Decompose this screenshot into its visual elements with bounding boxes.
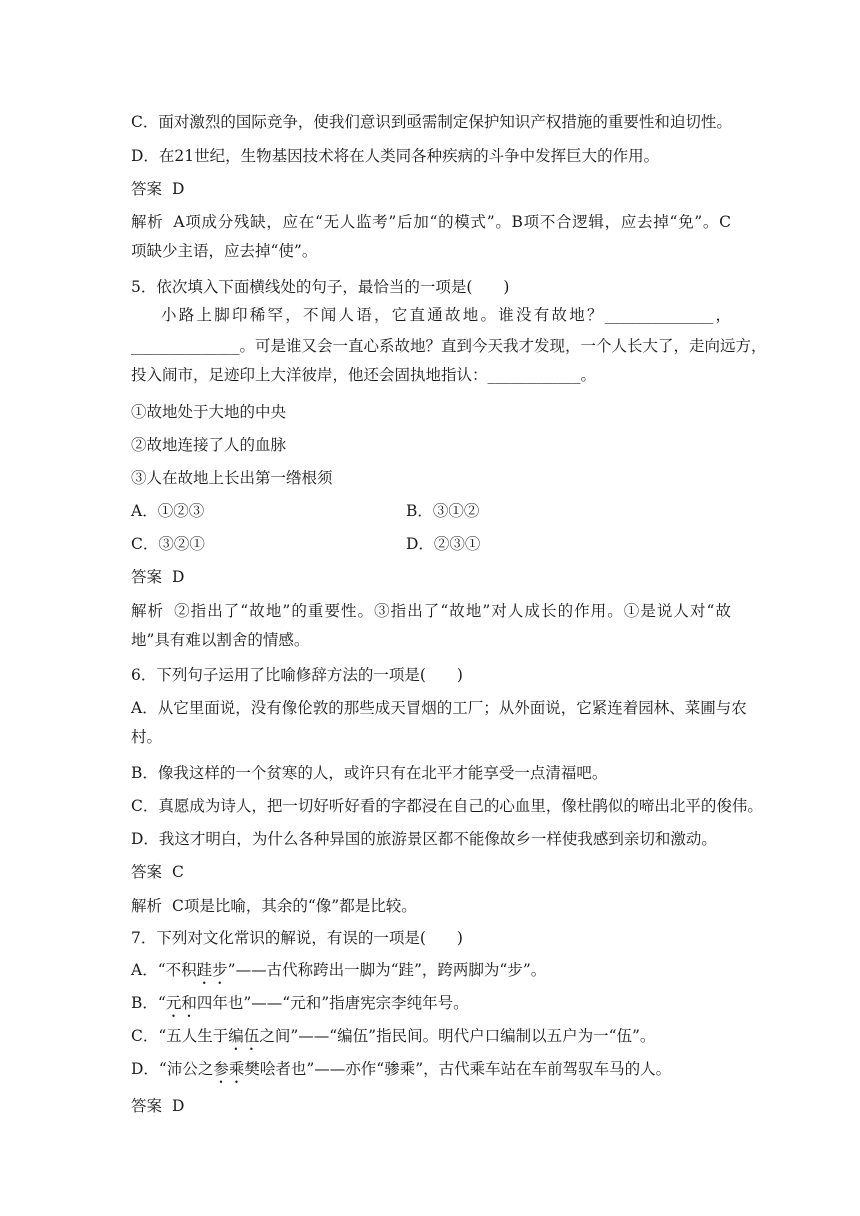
q5-item-2: ②故地连接了人的血脉 bbox=[131, 436, 287, 454]
option-text: C．“五人生于 bbox=[131, 1027, 229, 1045]
q5-analysis-line-1 bbox=[131, 600, 731, 622]
q4-analysis-line-1 bbox=[131, 211, 731, 233]
answer-value: C bbox=[172, 863, 184, 881]
q6-analysis bbox=[131, 895, 731, 917]
q5-option-c: C．③②① bbox=[131, 535, 205, 553]
q6-option-a-line-1: A．从它里面说，没有像伦敦的那些成天冒烟的工厂；从外面说，它紧连着园林、菜圃与农 bbox=[131, 699, 747, 717]
option-text: B．“ bbox=[131, 994, 166, 1012]
answer-value: D bbox=[172, 568, 185, 586]
q4-option-c: C．面对激烈的国际竞争，使我们意识到亟需制定保护知识产权措施的重要性和迫切性。 bbox=[131, 113, 732, 131]
q6-option-c: C．真愿成为诗人，把一切好听好看的字都浸在自己的心血里，像杜鹃似的啼出北平的俊伟。 bbox=[131, 797, 763, 815]
emphasized-term: 跬步 bbox=[196, 961, 228, 979]
analysis-label: 解析 bbox=[131, 213, 164, 231]
q6-answer bbox=[131, 861, 731, 883]
q7-option-b bbox=[131, 992, 731, 1021]
emphasized-term: 元和 bbox=[165, 994, 197, 1012]
q5-passage-line-2: ______________。可是谁又会一直心系故地？直到今天我才发现，一个人长大了，走向远方， bbox=[131, 337, 767, 355]
q4-answer bbox=[131, 178, 731, 200]
q5-option-d: D．②③① bbox=[406, 535, 481, 553]
q7-option-a bbox=[131, 959, 731, 988]
q7-option-d bbox=[131, 1058, 731, 1087]
q4-analysis-line-2: 项缺少主语，应去掉“使”。 bbox=[131, 242, 318, 260]
emphasized-term: 参乘 bbox=[213, 1060, 245, 1078]
q5-option-a: A．①②③ bbox=[131, 502, 205, 520]
option-text: 之间”——“编伍”指民间。明代户口编制以五户为一“伍”。 bbox=[259, 1027, 656, 1045]
q5-item-1: ①故地处于大地的中央 bbox=[131, 403, 287, 421]
q6-option-d: D．我这才明白，为什么各种异国的旅游景区都不能像故乡一样使我感到亲切和激动。 bbox=[131, 830, 717, 848]
q5-analysis-line-2: 地”具有难以割舍的情感。 bbox=[131, 631, 310, 649]
q5-stem: 5．依次填入下面横线处的句子，最恰当的一项是( ) bbox=[131, 278, 510, 296]
option-text: A．“不积 bbox=[131, 961, 197, 979]
q4-option-d: D．在21世纪，生物基因技术将在人类同各种疾病的斗争中发挥巨大的作用。 bbox=[131, 147, 660, 165]
emphasized-term: 编伍 bbox=[228, 1027, 260, 1045]
option-text: D．“沛公之 bbox=[131, 1060, 214, 1078]
analysis-label: 解析 bbox=[131, 602, 165, 620]
option-text: 樊哙者也”——亦作“骖乘”，古代乘车站在车前驾驭车马的人。 bbox=[244, 1060, 672, 1078]
q6-stem: 6．下列句子运用了比喻修辞方法的一项是( ) bbox=[131, 666, 463, 684]
answer-label: 答案 bbox=[131, 863, 163, 881]
q5-answer bbox=[131, 566, 731, 588]
analysis-text: A项成分残缺，应在“无人监考”后加“的模式”。B项不合逻辑，应去掉“免”。C bbox=[173, 213, 731, 231]
q7-answer bbox=[131, 1095, 731, 1117]
q5-passage-line-1: 小路上脚印稀罕，不闻人语，它直通故地。谁没有故地？______________， bbox=[161, 306, 731, 324]
answer-label: 答案 bbox=[131, 180, 163, 198]
answer-label: 答案 bbox=[131, 568, 163, 586]
answer-value: D bbox=[172, 1097, 185, 1115]
q7-stem: 7．下列对文化常识的解说，有误的一项是( ) bbox=[131, 929, 463, 947]
answer-value: D bbox=[172, 180, 185, 198]
analysis-label: 解析 bbox=[131, 897, 163, 915]
q5-item-3: ③人在故地上长出第一绺根须 bbox=[131, 469, 333, 487]
q6-option-b: B．像我这样的一个贫寒的人，或许只有在北平才能享受一点清福吧。 bbox=[131, 764, 608, 782]
analysis-text: ②指出了“故地”的重要性。③指出了“故地”对人成长的作用。①是说人对“故 bbox=[174, 602, 731, 620]
q5-passage-line-3: 投入闹市，足迹印上大洋彼岸，他还会固执地指认：____________。 bbox=[131, 366, 597, 384]
q7-option-c bbox=[131, 1025, 731, 1054]
option-text: ”——古代称跨出一脚为“跬”，跨两脚为“步”。 bbox=[227, 961, 547, 979]
analysis-text: C项是比喻，其余的“像”都是比较。 bbox=[172, 897, 417, 915]
option-text: 四年也”——“元和”指唐宪宗李纯年号。 bbox=[196, 994, 469, 1012]
q6-option-a-line-2: 村。 bbox=[131, 728, 163, 746]
answer-label: 答案 bbox=[131, 1097, 163, 1115]
q5-option-b: B．③①② bbox=[406, 502, 480, 520]
